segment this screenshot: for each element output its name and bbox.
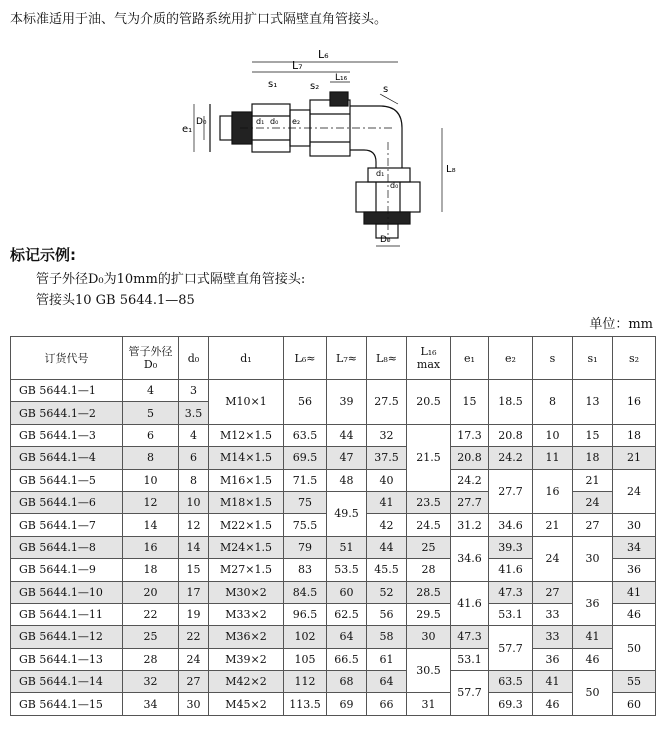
cell-L7: 49.5: [327, 491, 367, 536]
label-d1: d₁: [256, 117, 265, 126]
cell-d0: 27: [179, 671, 209, 693]
cell-e2: 39.3: [489, 536, 533, 558]
cell-d0: 14: [179, 536, 209, 558]
example-heading: 标记示例:: [10, 246, 76, 264]
cell-L16: 29.5: [407, 603, 451, 625]
cell-d0: 6: [179, 447, 209, 469]
cell-e1: 15: [451, 380, 489, 425]
cell-L6: 83: [284, 559, 327, 581]
col-L8: L₈≈: [367, 337, 407, 380]
cell-s1: 46: [573, 648, 613, 670]
label-L6: L₆: [318, 48, 329, 61]
cell-L6: 71.5: [284, 469, 327, 491]
cell-d1: M27×1.5: [209, 559, 284, 581]
cell-code: GB 5644.1—2: [11, 402, 123, 424]
cell-L6: 112: [284, 671, 327, 693]
cell-e2: 34.6: [489, 514, 533, 536]
cell-e2: 24.2: [489, 447, 533, 469]
cell-L7: 66.5: [327, 648, 367, 670]
cell-D0: 12: [123, 491, 179, 513]
cell-L7: 48: [327, 469, 367, 491]
cell-d1: M39×2: [209, 648, 284, 670]
cell-L6: 75: [284, 491, 327, 513]
cell-L16: 21.5: [407, 424, 451, 491]
cell-e2: 20.8: [489, 424, 533, 446]
col-L7: L₇≈: [327, 337, 367, 380]
cell-d1: M12×1.5: [209, 424, 284, 446]
example-line-2: 管接头10 GB 5644.1—85: [36, 293, 195, 308]
cell-s: 24: [533, 536, 573, 581]
cell-s1: 50: [573, 671, 613, 716]
cell-s: 41: [533, 671, 573, 693]
cell-code: GB 5644.1—14: [11, 671, 123, 693]
cell-code: GB 5644.1—9: [11, 559, 123, 581]
label-L7: L₇: [292, 59, 303, 72]
table-row: [11, 648, 656, 670]
cell-d1: M10×1: [209, 380, 284, 425]
cell-e1: 34.6: [451, 536, 489, 581]
cell-D0: 22: [123, 603, 179, 625]
cell-L6: 75.5: [284, 514, 327, 536]
cell-s1: 21: [573, 469, 613, 491]
cell-s2: 55: [613, 671, 656, 693]
cell-code: GB 5644.1—6: [11, 491, 123, 513]
cell-L7: 51: [327, 536, 367, 558]
cell-e1: 20.8: [451, 447, 489, 469]
cell-L16: 28.5: [407, 581, 451, 603]
cell-L8: 61: [367, 648, 407, 670]
cell-d0: 4: [179, 424, 209, 446]
cell-e2: 69.3: [489, 693, 533, 715]
cell-D0: 16: [123, 536, 179, 558]
label-D0-vertical: D₀: [380, 235, 391, 245]
cell-s: 10: [533, 424, 573, 446]
cell-s1: 30: [573, 536, 613, 581]
cell-L8: 58: [367, 626, 407, 648]
table-row: [11, 424, 656, 446]
cell-code: GB 5644.1—10: [11, 581, 123, 603]
label-d0: d₀: [270, 117, 279, 126]
table-row: [11, 626, 656, 648]
example-line-1: 管子外径D₀为10mm的扩口式隔壁直角管接头:: [36, 272, 306, 287]
cell-s: 36: [533, 648, 573, 670]
label-e1: e₁: [182, 124, 193, 135]
intro-text: 本标准适用于油、气为介质的管路系统用扩口式隔壁直角管接头。: [10, 12, 388, 27]
cell-D0: 4: [123, 380, 179, 402]
col-s1: s₁: [573, 337, 613, 380]
cell-s2: 16: [613, 380, 656, 425]
table-row: [11, 447, 656, 469]
cell-code: GB 5644.1—11: [11, 603, 123, 625]
fitting-drawing: [180, 42, 480, 252]
cell-s: 8: [533, 380, 573, 425]
cell-D0: 6: [123, 424, 179, 446]
unit-label: 单位：mm: [589, 317, 653, 332]
label-e2: e₂: [292, 117, 301, 126]
cell-L6: 56: [284, 380, 327, 425]
cell-s1: 36: [573, 581, 613, 626]
cell-e1: 57.7: [451, 671, 489, 716]
cell-d1: M24×1.5: [209, 536, 284, 558]
label-L8: L₈: [446, 164, 456, 175]
cell-e1: 24.2: [451, 469, 489, 491]
cell-L7: 68: [327, 671, 367, 693]
label-d1-vertical: d₁: [376, 169, 385, 178]
cell-e2: 18.5: [489, 380, 533, 425]
cell-s1: 27: [573, 514, 613, 536]
cell-s: 33: [533, 626, 573, 648]
cell-s: 46: [533, 693, 573, 715]
cell-e2: 27.7: [489, 469, 533, 514]
cell-L8: 42: [367, 514, 407, 536]
cell-e1: 53.1: [451, 648, 489, 670]
cell-L6: 69.5: [284, 447, 327, 469]
table-header-row: [11, 337, 656, 380]
cell-L7: 39: [327, 380, 367, 425]
cell-L7: 64: [327, 626, 367, 648]
table-row: [11, 380, 656, 402]
cell-s2: 21: [613, 447, 656, 469]
cell-s1: 13: [573, 380, 613, 425]
cell-L16: 30: [407, 626, 451, 648]
cell-L7: 62.5: [327, 603, 367, 625]
cell-d1: M18×1.5: [209, 491, 284, 513]
cell-code: GB 5644.1—15: [11, 693, 123, 715]
cell-L8: 66: [367, 693, 407, 715]
cell-e2: 53.1: [489, 603, 533, 625]
col-D0: 管子外径 D₀: [123, 337, 179, 380]
cell-code: GB 5644.1—13: [11, 648, 123, 670]
cell-s2: 24: [613, 469, 656, 514]
cell-L16: 28: [407, 559, 451, 581]
cell-s2: 46: [613, 603, 656, 625]
label-d0-vertical: d₀: [390, 181, 399, 190]
cell-e2: 41.6: [489, 559, 533, 581]
cell-s1: 18: [573, 447, 613, 469]
cell-s: 21: [533, 514, 573, 536]
cell-e2: 47.3: [489, 581, 533, 603]
col-e2: e₂: [489, 337, 533, 380]
cell-L16: 25: [407, 536, 451, 558]
cell-d0: 19: [179, 603, 209, 625]
cell-d1: M22×1.5: [209, 514, 284, 536]
cell-s2: 50: [613, 626, 656, 671]
cell-L7: 60: [327, 581, 367, 603]
col-code: 订货代号: [11, 337, 123, 380]
cell-d0: 30: [179, 693, 209, 715]
table-row: [11, 581, 656, 603]
cell-s2: 30: [613, 514, 656, 536]
label-s1: s₁: [268, 79, 278, 90]
cell-s1: 41: [573, 626, 613, 648]
cell-s2: 41: [613, 581, 656, 603]
col-e1: e₁: [451, 337, 489, 380]
cell-e1: 17.3: [451, 424, 489, 446]
cell-code: GB 5644.1—4: [11, 447, 123, 469]
cell-L8: 32: [367, 424, 407, 446]
label-s: s: [383, 84, 389, 95]
cell-d0: 24: [179, 648, 209, 670]
cell-s2: 60: [613, 693, 656, 715]
cell-D0: 28: [123, 648, 179, 670]
cell-L6: 96.5: [284, 603, 327, 625]
cell-s2: 34: [613, 536, 656, 558]
cell-s2: 36: [613, 559, 656, 581]
cell-d1: M14×1.5: [209, 447, 284, 469]
col-d0: d₀: [179, 337, 209, 380]
col-d1: d₁: [209, 337, 284, 380]
cell-d1: M45×2: [209, 693, 284, 715]
cell-L8: 41: [367, 491, 407, 513]
cell-code: GB 5644.1—1: [11, 380, 123, 402]
cell-L8: 40: [367, 469, 407, 491]
table-row: [11, 603, 656, 625]
cell-e1: 41.6: [451, 581, 489, 626]
cell-D0: 25: [123, 626, 179, 648]
cell-d1: M36×2: [209, 626, 284, 648]
table-row: [11, 693, 656, 715]
table-row: [11, 469, 656, 491]
cell-D0: 5: [123, 402, 179, 424]
cell-d0: 12: [179, 514, 209, 536]
cell-D0: 8: [123, 447, 179, 469]
cell-s2: 18: [613, 424, 656, 446]
cell-L8: 56: [367, 603, 407, 625]
cell-L6: 84.5: [284, 581, 327, 603]
label-L16: L₁₆: [335, 73, 348, 83]
cell-d1: M16×1.5: [209, 469, 284, 491]
cell-D0: 20: [123, 581, 179, 603]
cell-L7: 69: [327, 693, 367, 715]
cell-s1: 15: [573, 424, 613, 446]
cell-code: GB 5644.1—8: [11, 536, 123, 558]
cell-s: 16: [533, 469, 573, 514]
cell-L6: 113.5: [284, 693, 327, 715]
cell-code: GB 5644.1—3: [11, 424, 123, 446]
cell-L6: 79: [284, 536, 327, 558]
cell-L7: 44: [327, 424, 367, 446]
cell-d0: 22: [179, 626, 209, 648]
col-s: s: [533, 337, 573, 380]
cell-L8: 37.5: [367, 447, 407, 469]
cell-L16: 31: [407, 693, 451, 715]
col-s2: s₂: [613, 337, 656, 380]
cell-d1: M42×2: [209, 671, 284, 693]
table-row: [11, 671, 656, 693]
cell-D0: 34: [123, 693, 179, 715]
cell-s: 27: [533, 581, 573, 603]
cell-d0: 8: [179, 469, 209, 491]
cell-e1: 47.3: [451, 626, 489, 648]
cell-D0: 10: [123, 469, 179, 491]
cell-L7: 53.5: [327, 559, 367, 581]
table-row: [11, 536, 656, 558]
cell-d1: M30×2: [209, 581, 284, 603]
cell-d1: M33×2: [209, 603, 284, 625]
cell-e2: 57.7: [489, 626, 533, 671]
cell-L16: 23.5: [407, 491, 451, 513]
cell-L16: 24.5: [407, 514, 451, 536]
cell-s: 33: [533, 603, 573, 625]
cell-L6: 63.5: [284, 424, 327, 446]
cell-d0: 15: [179, 559, 209, 581]
spec-table: [10, 336, 656, 716]
label-s2: s₂: [310, 81, 320, 92]
cell-s1: 24: [573, 491, 613, 513]
cell-code: GB 5644.1—7: [11, 514, 123, 536]
cell-e2: 63.5: [489, 671, 533, 693]
cell-L8: 64: [367, 671, 407, 693]
cell-code: GB 5644.1—12: [11, 626, 123, 648]
cell-L8: 27.5: [367, 380, 407, 425]
cell-D0: 14: [123, 514, 179, 536]
cell-L7: 47: [327, 447, 367, 469]
cell-s: 11: [533, 447, 573, 469]
cell-L6: 105: [284, 648, 327, 670]
label-D0: D₀: [196, 117, 207, 127]
cell-code: GB 5644.1—5: [11, 469, 123, 491]
cell-L16: 30.5: [407, 648, 451, 693]
cell-L8: 44: [367, 536, 407, 558]
col-L6: L₆≈: [284, 337, 327, 380]
cell-D0: 32: [123, 671, 179, 693]
cell-L8: 52: [367, 581, 407, 603]
cell-d0: 3: [179, 380, 209, 402]
cell-L6: 102: [284, 626, 327, 648]
cell-d0: 3.5: [179, 402, 209, 424]
cell-e1: 31.2: [451, 514, 489, 536]
cell-e1: 27.7: [451, 491, 489, 513]
cell-d0: 17: [179, 581, 209, 603]
col-L16: L₁₆ max: [407, 337, 451, 380]
cell-L8: 45.5: [367, 559, 407, 581]
cell-d0: 10: [179, 491, 209, 513]
cell-L16: 20.5: [407, 380, 451, 425]
cell-D0: 18: [123, 559, 179, 581]
